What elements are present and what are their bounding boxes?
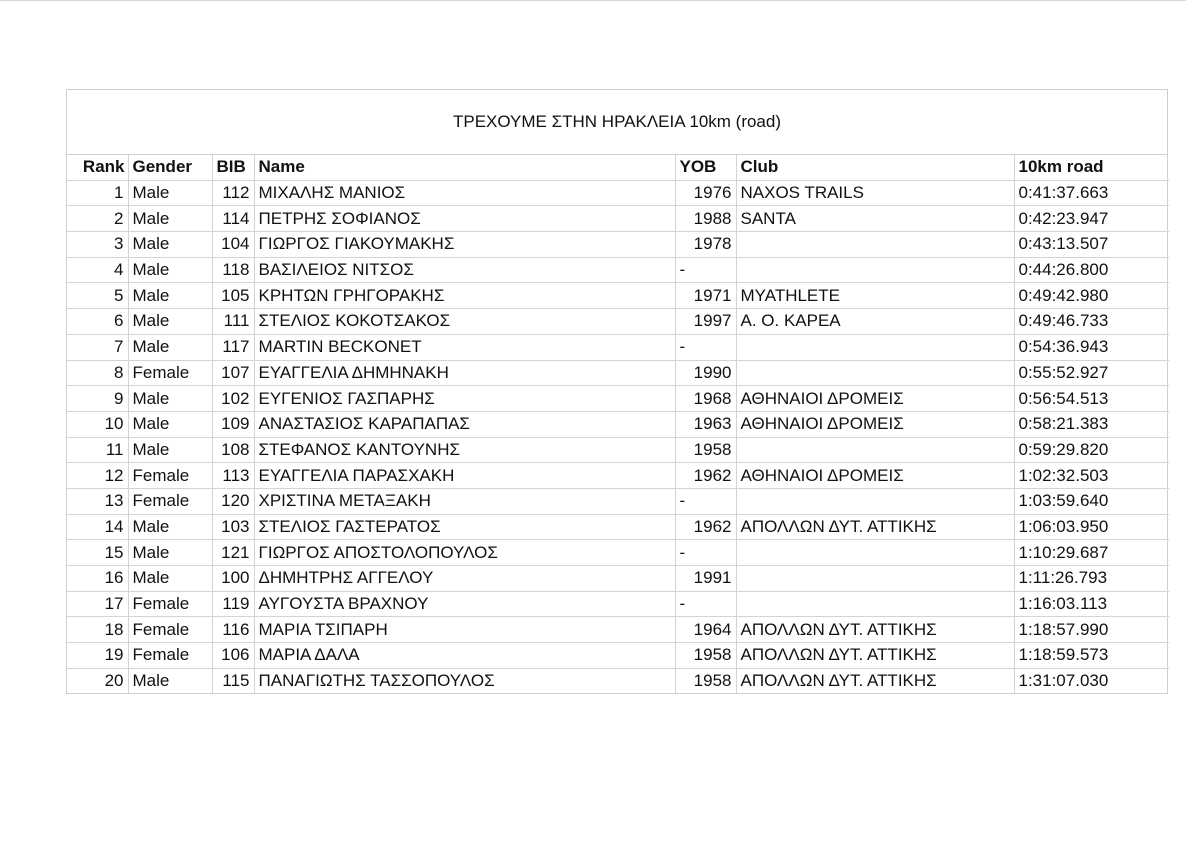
cell-gender: Female: [128, 488, 212, 514]
cell-rank: 5: [67, 283, 128, 309]
cell-rank: 3: [67, 232, 128, 258]
cell-time: 0:56:54.513: [1014, 386, 1169, 412]
cell-name: ΑΥΓΟΥΣΤΑ ΒΡΑΧΝΟΥ: [254, 591, 675, 617]
cell-time: 1:03:59.640: [1014, 488, 1169, 514]
cell-rank: 18: [67, 617, 128, 643]
cell-gender: Male: [128, 566, 212, 592]
cell-rank: 12: [67, 463, 128, 489]
cell-name: ΣΤΕΦΑΝΟΣ ΚΑΝΤΟΥΝΗΣ: [254, 437, 675, 463]
cell-gender: Male: [128, 386, 212, 412]
cell-gender: Female: [128, 463, 212, 489]
header-gender: Gender: [128, 155, 212, 180]
cell-yob: 1962: [675, 514, 736, 540]
cell-bib: 112: [212, 180, 254, 206]
cell-bib: 107: [212, 360, 254, 386]
cell-name: ΜΑΡΙΑ ΔΑΛΑ: [254, 643, 675, 669]
cell-club: [736, 540, 1014, 566]
table-row: [67, 488, 1169, 514]
cell-bib: 111: [212, 309, 254, 335]
cell-rank: 19: [67, 643, 128, 669]
cell-bib: 103: [212, 514, 254, 540]
cell-rank: 8: [67, 360, 128, 386]
cell-time: 0:49:42.980: [1014, 283, 1169, 309]
table-row: [67, 232, 1169, 258]
cell-time: 0:43:13.507: [1014, 232, 1169, 258]
cell-bib: 114: [212, 206, 254, 232]
cell-time: 0:58:21.383: [1014, 411, 1169, 437]
cell-bib: 109: [212, 411, 254, 437]
cell-yob: 1971: [675, 283, 736, 309]
cell-yob: 1997: [675, 309, 736, 335]
cell-name: ΠΕΤΡΗΣ ΣΟΦΙΑΝΟΣ: [254, 206, 675, 232]
cell-yob: -: [675, 591, 736, 617]
cell-club: [736, 257, 1014, 283]
results-sheet: [66, 89, 1168, 694]
cell-yob: 1978: [675, 232, 736, 258]
cell-name: ΒΑΣΙΛΕΙΟΣ ΝΙΤΣΟΣ: [254, 257, 675, 283]
cell-bib: 117: [212, 334, 254, 360]
results-title: ΤΡΕΧΟΥΜΕ ΣΤΗΝ ΗΡΑΚΛΕΙΑ 10km (road): [67, 90, 1167, 155]
cell-gender: Male: [128, 257, 212, 283]
table-row: [67, 309, 1169, 335]
cell-time: 0:54:36.943: [1014, 334, 1169, 360]
cell-name: ΜΑΡΙΑ ΤΣΙΠΑΡΗ: [254, 617, 675, 643]
cell-bib: 118: [212, 257, 254, 283]
cell-name: ΔΗΜΗΤΡΗΣ ΑΓΓΕΛΟΥ: [254, 566, 675, 592]
cell-yob: -: [675, 334, 736, 360]
table-row: [67, 566, 1169, 592]
cell-club: ΑΠΟΛΛΩΝ ΔΥΤ. ΑΤΤΙΚΗΣ: [736, 643, 1014, 669]
cell-club: NAXOS TRAILS: [736, 180, 1014, 206]
cell-rank: 6: [67, 309, 128, 335]
cell-rank: 4: [67, 257, 128, 283]
cell-gender: Female: [128, 617, 212, 643]
cell-club: ΑΘΗΝΑΙΟΙ ΔΡΟΜΕΙΣ: [736, 463, 1014, 489]
header-row: [67, 155, 1169, 180]
cell-time: 0:42:23.947: [1014, 206, 1169, 232]
header-name: Name: [254, 155, 675, 180]
cell-name: ΚΡΗΤΩΝ ΓΡΗΓΟΡΑΚΗΣ: [254, 283, 675, 309]
cell-rank: 17: [67, 591, 128, 617]
header-rank: Rank: [67, 155, 128, 180]
cell-club: [736, 334, 1014, 360]
cell-yob: 1964: [675, 617, 736, 643]
cell-gender: Male: [128, 514, 212, 540]
cell-yob: 1958: [675, 643, 736, 669]
cell-name: ΓΙΩΡΓΟΣ ΑΠΟΣΤΟΛΟΠΟΥΛΟΣ: [254, 540, 675, 566]
cell-club: ΑΠΟΛΛΩΝ ΔΥΤ. ΑΤΤΙΚΗΣ: [736, 617, 1014, 643]
cell-rank: 11: [67, 437, 128, 463]
table-row: [67, 386, 1169, 412]
page-top-border: [0, 0, 1186, 1]
cell-gender: Male: [128, 180, 212, 206]
table-row: [67, 463, 1169, 489]
cell-club: [736, 566, 1014, 592]
cell-time: 1:02:32.503: [1014, 463, 1169, 489]
cell-gender: Male: [128, 668, 212, 693]
cell-time: 1:18:57.990: [1014, 617, 1169, 643]
cell-club: ΑΠΟΛΛΩΝ ΔΥΤ. ΑΤΤΙΚΗΣ: [736, 514, 1014, 540]
cell-name: ΣΤΕΛΙΟΣ ΚΟΚΟΤΣΑΚΟΣ: [254, 309, 675, 335]
cell-name: ΠΑΝΑΓΙΩΤΗΣ ΤΑΣΣΟΠΟΥΛΟΣ: [254, 668, 675, 693]
cell-club: Α. Ο. ΚΑΡΕΑ: [736, 309, 1014, 335]
cell-time: 0:41:37.663: [1014, 180, 1169, 206]
cell-rank: 2: [67, 206, 128, 232]
cell-yob: 1963: [675, 411, 736, 437]
cell-name: ΜΙΧΑΛΗΣ ΜΑΝΙΟΣ: [254, 180, 675, 206]
table-row: [67, 540, 1169, 566]
cell-time: 1:11:26.793: [1014, 566, 1169, 592]
table-row: [67, 617, 1169, 643]
cell-name: ΓΙΩΡΓΟΣ ΓΙΑΚΟΥΜΑΚΗΣ: [254, 232, 675, 258]
cell-gender: Male: [128, 309, 212, 335]
table-row: [67, 643, 1169, 669]
cell-name: ΑΝΑΣΤΑΣΙΟΣ ΚΑΡΑΠΑΠΑΣ: [254, 411, 675, 437]
cell-bib: 102: [212, 386, 254, 412]
cell-bib: 120: [212, 488, 254, 514]
cell-club: [736, 488, 1014, 514]
cell-rank: 15: [67, 540, 128, 566]
cell-gender: Male: [128, 411, 212, 437]
table-row: [67, 591, 1169, 617]
cell-bib: 115: [212, 668, 254, 693]
header-yob: YOB: [675, 155, 736, 180]
cell-yob: 1990: [675, 360, 736, 386]
cell-bib: 116: [212, 617, 254, 643]
table-row: [67, 283, 1169, 309]
header-bib: BIB: [212, 155, 254, 180]
table-row: [67, 257, 1169, 283]
cell-name: ΕΥΓΕΝΙΟΣ ΓΑΣΠΑΡΗΣ: [254, 386, 675, 412]
cell-bib: 119: [212, 591, 254, 617]
cell-yob: 1962: [675, 463, 736, 489]
cell-gender: Male: [128, 206, 212, 232]
cell-rank: 14: [67, 514, 128, 540]
cell-club: ΑΘΗΝΑΙΟΙ ΔΡΟΜΕΙΣ: [736, 386, 1014, 412]
table-row: [67, 437, 1169, 463]
cell-bib: 106: [212, 643, 254, 669]
table-row: [67, 334, 1169, 360]
cell-name: ΧΡΙΣΤΙΝΑ ΜΕΤΑΞΑΚΗ: [254, 488, 675, 514]
header-club: Club: [736, 155, 1014, 180]
results-table: [67, 155, 1169, 693]
cell-gender: Female: [128, 643, 212, 669]
cell-time: 1:31:07.030: [1018, 671, 1109, 691]
cell-club: [736, 437, 1014, 463]
cell-name: ΣΤΕΛΙΟΣ ΓΑΣΤΕΡΑΤΟΣ: [254, 514, 675, 540]
table-row: [67, 411, 1169, 437]
cell-gender: Male: [128, 232, 212, 258]
cell-gender: Male: [128, 334, 212, 360]
cell-time: 0:49:46.733: [1014, 309, 1169, 335]
cell-yob: 1991: [675, 566, 736, 592]
table-row: [67, 206, 1169, 232]
cell-bib: 108: [212, 437, 254, 463]
cell-club: [736, 360, 1014, 386]
table-row: [67, 668, 1169, 693]
cell-club: MYATHLETE: [736, 283, 1014, 309]
cell-club: [736, 591, 1014, 617]
cell-time: 0:55:52.927: [1014, 360, 1169, 386]
cell-time: 1:06:03.950: [1014, 514, 1169, 540]
cell-yob: -: [675, 488, 736, 514]
cell-yob: 1976: [675, 180, 736, 206]
cell-club: ΑΘΗΝΑΙΟΙ ΔΡΟΜΕΙΣ: [736, 411, 1014, 437]
cell-yob: 1968: [675, 386, 736, 412]
cell-rank: 10: [67, 411, 128, 437]
cell-bib: 104: [212, 232, 254, 258]
cell-yob: 1958: [675, 668, 736, 693]
cell-name: MARTIN BECKONET: [254, 334, 675, 360]
cell-club: SANTA: [736, 206, 1014, 232]
cell-yob: -: [675, 540, 736, 566]
cell-bib: 100: [212, 566, 254, 592]
table-row: [67, 360, 1169, 386]
cell-bib: 113: [212, 463, 254, 489]
cell-time: 1:18:59.573: [1014, 643, 1169, 669]
cell-rank: 13: [67, 488, 128, 514]
cell-time: 1:10:29.687: [1014, 540, 1169, 566]
cell-rank: 16: [67, 566, 128, 592]
cell-yob: 1988: [675, 206, 736, 232]
cell-club: ΑΠΟΛΛΩΝ ΔΥΤ. ΑΤΤΙΚΗΣ: [736, 668, 1014, 693]
cell-time: 0:59:29.820: [1014, 437, 1169, 463]
cell-rank: 1: [67, 180, 128, 206]
cell-time: 0:44:26.800: [1014, 257, 1169, 283]
header-time: 10km road: [1014, 155, 1169, 180]
table-row: [67, 180, 1169, 206]
cell-name: ΕΥΑΓΓΕΛΙΑ ΠΑΡΑΣΧΑΚΗ: [254, 463, 675, 489]
cell-bib: 121: [212, 540, 254, 566]
cell-yob: -: [675, 257, 736, 283]
cell-gender: Male: [128, 283, 212, 309]
cell-bib: 105: [212, 283, 254, 309]
cell-yob: 1958: [675, 437, 736, 463]
cell-gender: Female: [128, 360, 212, 386]
cell-gender: Female: [128, 591, 212, 617]
cell-rank: 20: [67, 668, 128, 693]
results-body: [67, 180, 1169, 693]
cell-name: ΕΥΑΓΓΕΛΙΑ ΔΗΜΗΝΑΚΗ: [254, 360, 675, 386]
cell-time: 1:16:03.113: [1014, 591, 1169, 617]
cell-club: [736, 232, 1014, 258]
cell-gender: Male: [128, 540, 212, 566]
cell-gender: Male: [128, 437, 212, 463]
cell-rank: 7: [67, 334, 128, 360]
table-row: [67, 514, 1169, 540]
cell-rank: 9: [67, 386, 128, 412]
